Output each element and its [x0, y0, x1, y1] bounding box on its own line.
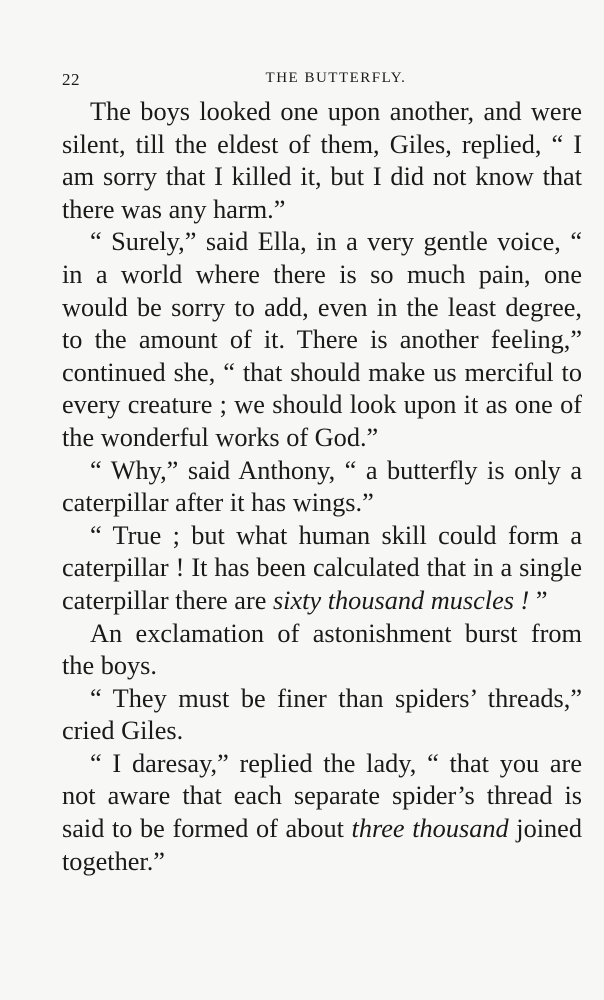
page-number: 22 [62, 70, 80, 89]
page-header [62, 0, 582, 96]
paragraph-7-text: “ I daresay,” replied the lady, “ that you are not aware that each separate spider’s thread is said to be formed of about [62, 748, 582, 844]
paragraph-4-text: “ True ; but what human skill could form a caterpillar ! It has been calculated that in a single caterpillar there are [62, 520, 582, 615]
paragraph-4-end: ” [529, 585, 548, 615]
paragraph-4 [62, 520, 582, 618]
running-head: THE BUTTERFLY. [265, 70, 407, 86]
paragraph-2: “ Surely,” said Ella, in a very gentle voice, “ in a world where there is so much pain, one would be sorry to add, even in the least degree, to the amount of it. There is another feeling,” continued she, “ that should make us merciful to every creature ; we should look upon it as one of the wonderful works of God.” [62, 227, 582, 452]
paragraph-5: An exclamation of astonishment burst from the boys. [62, 618, 582, 681]
paragraph-3: “ Why,” said Anthony, “ a butterfly is only a caterpillar after it has wings.” [62, 455, 582, 518]
paragraph-4-italic: sixty thousand muscles ! [272, 585, 530, 615]
page-body [62, 96, 582, 878]
paragraph-7-end: joined together.” [62, 814, 582, 876]
paragraph-7 [62, 748, 582, 878]
paragraph-7-italic: three thousand [351, 814, 509, 844]
paragraph-1: The boys looked one upon another, and were silent, till the eldest of them, Giles, replied, “ I am sorry that I killed it, but I did not know that there was any harm.” [62, 97, 582, 224]
paragraph-6: “ They must be finer than spiders’ threads,” cried Giles. [62, 683, 582, 746]
